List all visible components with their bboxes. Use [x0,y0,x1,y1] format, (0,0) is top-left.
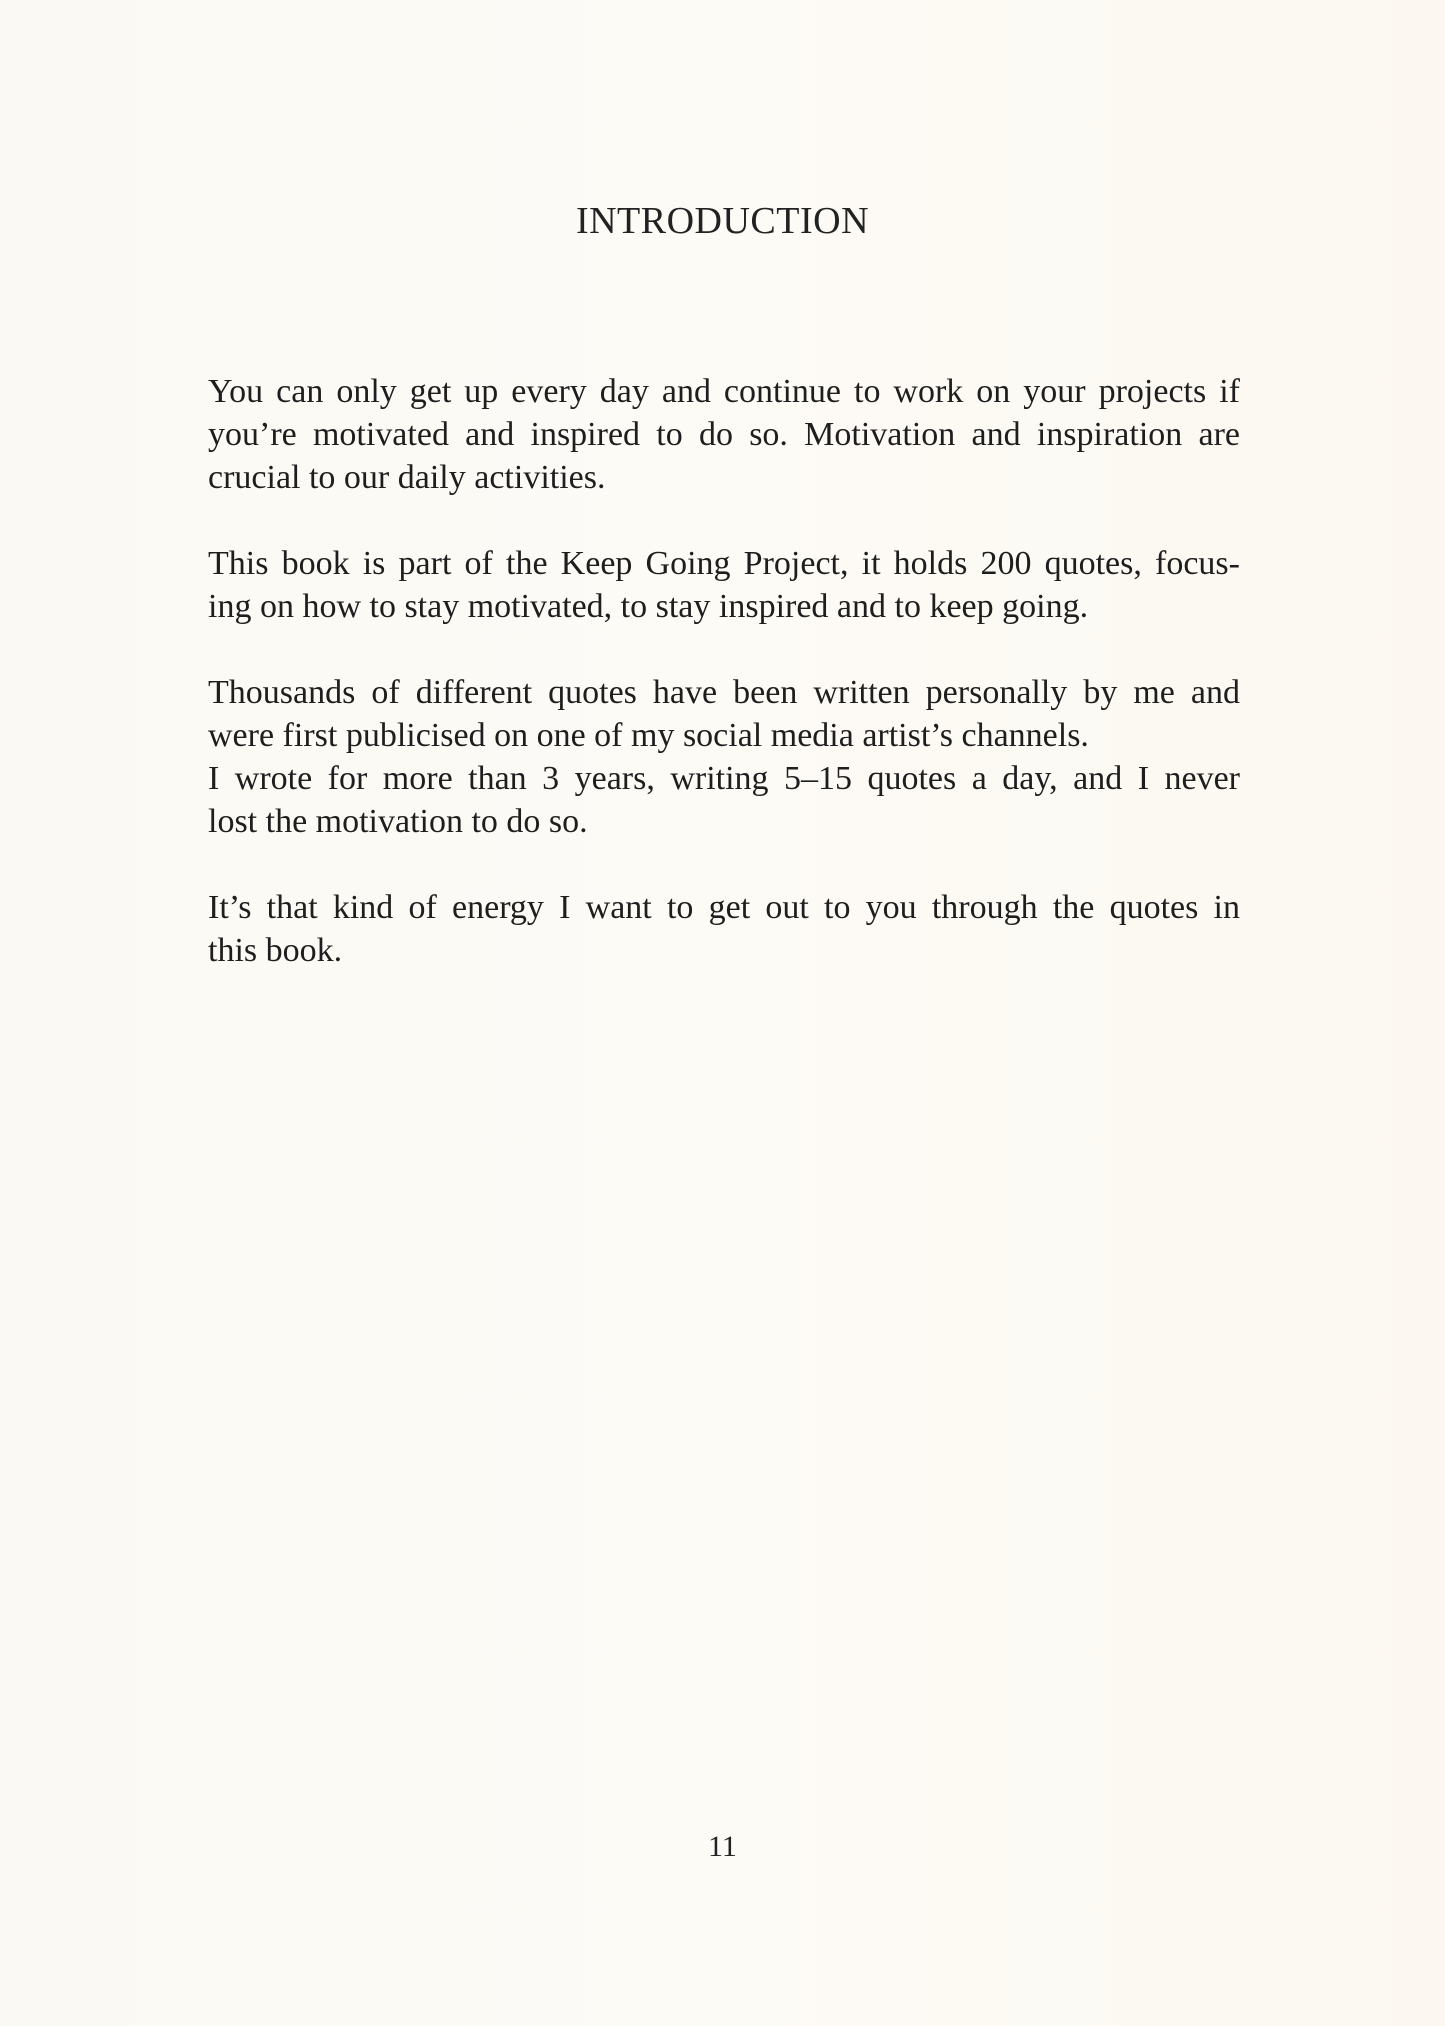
text-line: crucial to our daily activities. [208,459,606,496]
body-text [208,370,1240,1015]
text-line: You can only get up every day and continue to work on your projects if [208,373,1240,410]
paragraph-2 [208,542,1240,628]
text-line: It’s that kind of energy I want to get out to you through the quotes in [208,889,1240,926]
text-line: you’re motivated and inspired to do so. Motivation and inspiration are [208,416,1240,453]
text-line: were first publicised on one of my social media artist’s channels. [208,717,1089,754]
paragraph-1 [208,370,1240,499]
text-line: ing on how to stay motivated, to stay inspired and to keep going. [208,588,1089,625]
paragraph-3 [208,671,1240,843]
page-number: 11 [708,1830,737,1863]
paragraph-4 [208,886,1240,972]
text-line: This book is part of the Keep Going Project, it holds 200 quotes, focus- [208,545,1240,582]
text-line: Thousands of different quotes have been written personally by me and [208,674,1240,711]
text-line: lost the motivation to do so. [208,803,588,840]
text-line: this book. [208,932,343,969]
chapter-heading: INTRODUCTION [575,200,870,242]
text-line: I wrote for more than 3 years, writing 5–15 quotes a day, and I never [208,760,1240,797]
